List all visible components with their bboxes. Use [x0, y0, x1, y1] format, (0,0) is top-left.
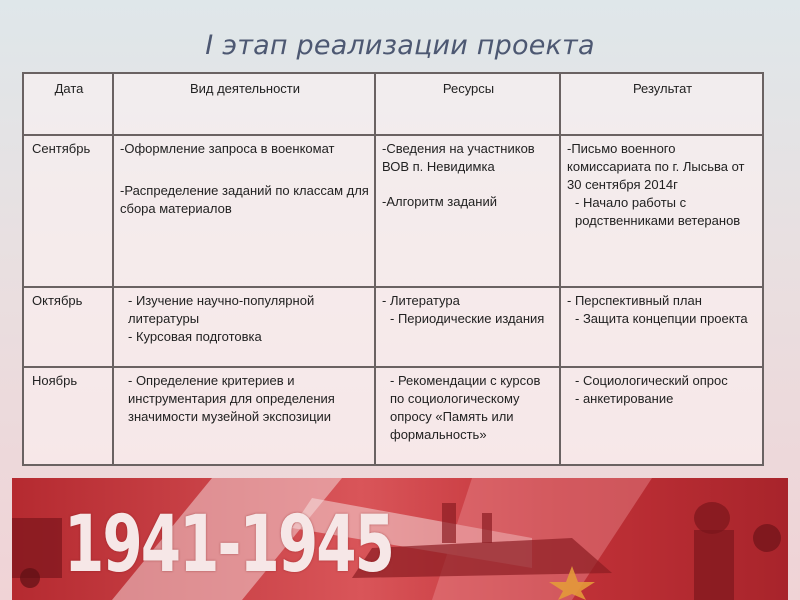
war-memorial-banner: [12, 478, 788, 600]
table-row: [23, 135, 763, 287]
page-title: I этап реализации проекта: [205, 30, 595, 61]
activity-item: - Изучение научно-популярной литературы: [128, 293, 315, 326]
row-resources: [375, 135, 560, 287]
resource-item: -Сведения на участников ВОВ п. Невидимка: [382, 141, 535, 174]
resource-item: -Алгоритм заданий: [382, 194, 497, 209]
row-result: [560, 287, 763, 367]
row-activity: [113, 367, 375, 465]
activity-item: -Распределение заданий по классам для сбора материалов: [120, 183, 369, 216]
row-activity: [113, 287, 375, 367]
row-month: Сентябрь: [23, 135, 113, 287]
activity-item: - Определение критериев и инструментария для определения значимости музейной экспозиции: [128, 373, 335, 424]
result-item: - Социологический опрос: [575, 373, 728, 388]
header-result: Результат: [560, 73, 763, 135]
row-activity: [113, 135, 375, 287]
row-result: [560, 135, 763, 287]
row-result: [560, 367, 763, 465]
resource-item: - Периодические издания: [390, 311, 545, 326]
row-month: Октябрь: [23, 287, 113, 367]
result-item: -Письмо военного комиссариата по г. Лысьва от 30 сентября 2014г: [567, 141, 745, 192]
result-item: - анкетирование: [575, 391, 674, 406]
table-row: [23, 287, 763, 367]
resource-item: - Литература: [382, 293, 460, 308]
result-item: - Защита концепции проекта: [575, 311, 748, 326]
activity-item: - Курсовая подготовка: [128, 329, 262, 344]
result-item: - Начало работы с родственниками ветеранов: [575, 195, 741, 228]
banner-years: 1941-1945: [64, 498, 393, 590]
project-stage-table: [22, 72, 764, 466]
row-resources: [375, 287, 560, 367]
row-resources: [375, 367, 560, 465]
header-date: Дата: [23, 73, 113, 135]
header-resources: Ресурсы: [375, 73, 560, 135]
result-item: - Перспективный план: [567, 293, 702, 308]
table-row: [23, 367, 763, 465]
row-month: Ноябрь: [23, 367, 113, 465]
header-activity: Вид деятельности: [113, 73, 375, 135]
resource-item: - Рекомендации с курсов по социологическому опросу «Память или формальность»: [390, 373, 541, 442]
table-header-row: [23, 73, 763, 135]
activity-item: -Оформление запроса в военкомат: [120, 141, 335, 156]
